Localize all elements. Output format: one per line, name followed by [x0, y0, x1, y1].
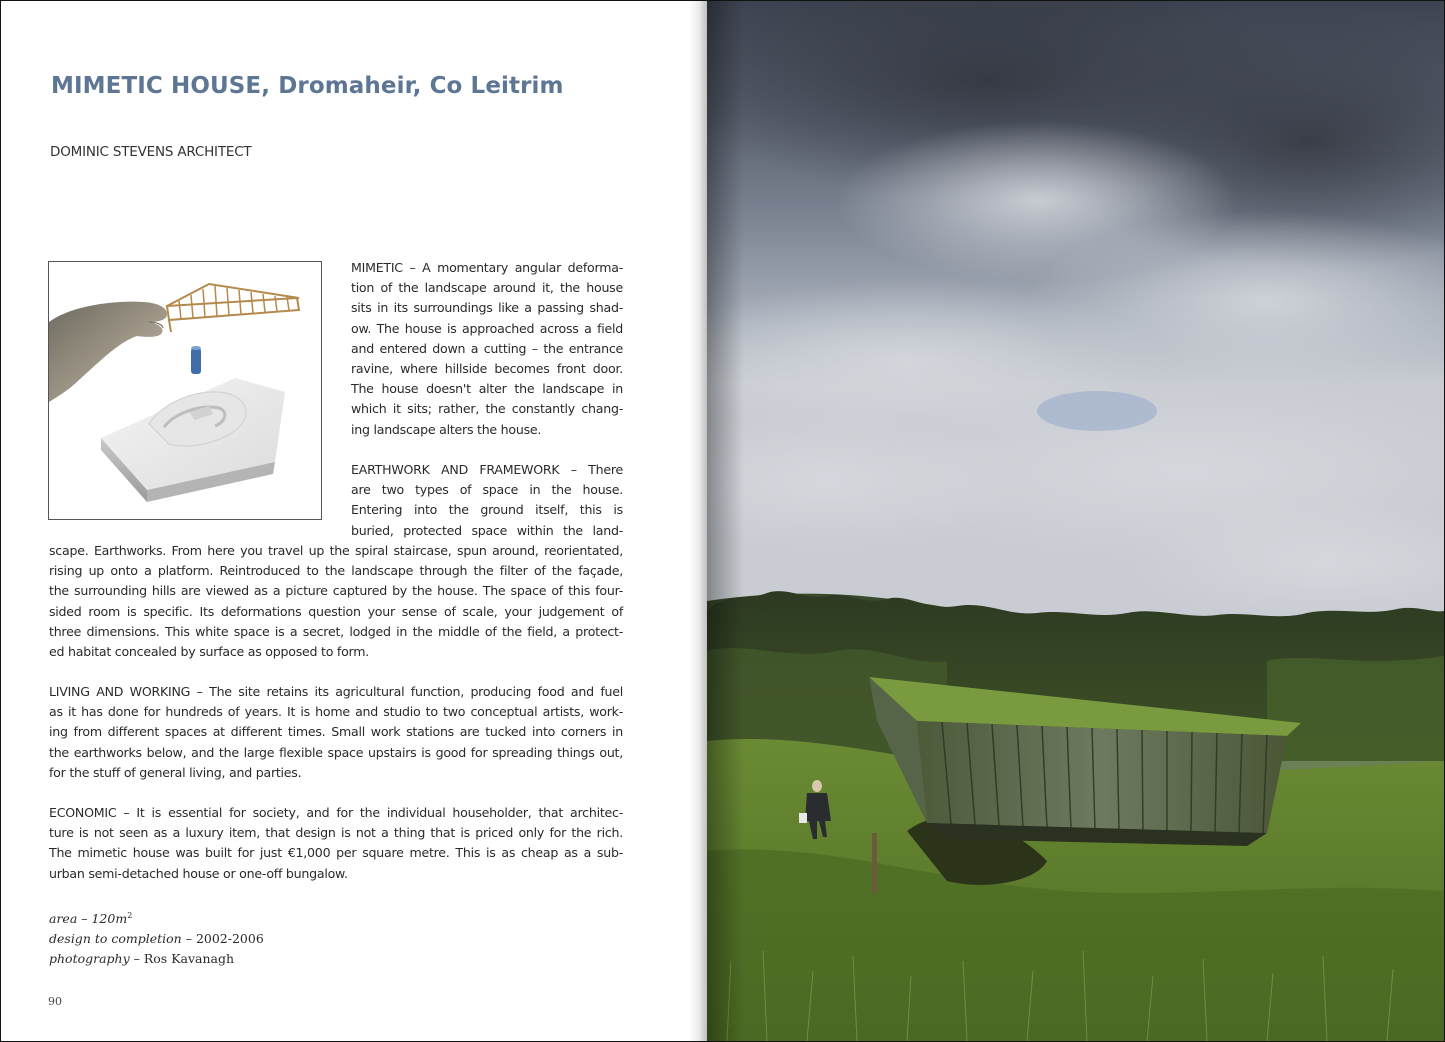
- credit-design: design to completion – 2002-2006: [49, 931, 264, 947]
- text-line: scape. Earthworks. From here you travel up the spiral staircase, spun around, reorientated,: [49, 543, 623, 558]
- text-line: ture is not seen as a luxury item, that design is not a thing that is priced only for the rich.: [49, 825, 623, 841]
- text-line: which it sits; rather, the constantly chang-: [351, 401, 623, 417]
- text-line: LIVING AND WORKING – The site retains its agricultural function, producing food and fuel: [49, 684, 623, 699]
- book-gutter: [689, 1, 707, 1041]
- left-page: [1, 1, 701, 1041]
- section-mimetic: [351, 258, 623, 440]
- text-line: and entered down a cutting – the entrance: [351, 340, 623, 356]
- text-line: ECONOMIC – It is essential for society, and for the individual householder, that architec-: [49, 805, 623, 820]
- architect-credit: DOMINIC STEVENS ARCHITECT: [50, 144, 252, 160]
- section-earthwork-wide: [49, 541, 623, 662]
- text-line: sits in its surroundings like a passing shad-: [351, 300, 623, 316]
- text-line: MIMETIC – A momentary angular deforma-: [351, 260, 623, 275]
- text-line: sided room is specific. Its deformations question your sense of scale, your judgement of: [49, 603, 623, 619]
- architectural-model-photo-icon: [49, 262, 321, 519]
- text-line: buried, protected space within the land-: [351, 522, 623, 538]
- text-line: Entering into the ground itself, this is: [351, 502, 623, 518]
- text-line: The mimetic house was built for just €1,000 per square metre. This is as cheap as a sub-: [49, 845, 623, 861]
- text-line: rising up onto a platform. Reintroduced to the landscape through the filter of the façade,: [49, 563, 623, 579]
- project-credits: [49, 906, 264, 969]
- text-line: are two types of space in the house.: [351, 482, 623, 498]
- text-line: The house doesn't alter the landscape in: [351, 381, 623, 397]
- credit-area: area – $120m^2$: [49, 911, 133, 927]
- text-line: for the stuff of general living, and parties.: [49, 764, 302, 780]
- model-photo-figure: [48, 261, 322, 520]
- text-line: ed habitat concealed by surface as opposed to form.: [49, 644, 370, 660]
- text-line: the earthworks below, and the large flexible space upstairs is good for spreading things out,: [49, 744, 623, 760]
- text-line: EARTHWORK AND FRAMEWORK – There: [351, 462, 623, 477]
- section-living: [49, 682, 623, 783]
- text-line: ravine, where hillside becomes front door.: [351, 361, 623, 377]
- section-economic: [49, 803, 623, 884]
- text-line: as it has done for hundreds of years. It is home and studio to two conceptual artists, work-: [49, 704, 623, 720]
- house-landscape-photo: [707, 1, 1444, 1041]
- text-line: ing from different spaces at different times. Small work stations are tucked into corners in: [49, 724, 623, 740]
- text-line: ow. The house is approached across a field: [351, 320, 623, 336]
- section-earthwork-narrow: [351, 460, 623, 541]
- text-line: the surrounding hills are viewed as a picture captured by the house. The space of this four-: [49, 583, 623, 599]
- landscape-photo-icon: [707, 1, 1444, 1041]
- title-place: Dromaheir, Co Leitrim: [278, 73, 564, 99]
- title-main: MIMETIC HOUSE,: [51, 73, 271, 99]
- text-line: ing landscape alters the house.: [351, 421, 542, 437]
- page-title: [51, 73, 564, 99]
- credit-photography: photography – Ros Kavanagh: [49, 951, 235, 967]
- text-line: three dimensions. This white space is a secret, lodged in the middle of the field, a protect-: [49, 623, 623, 639]
- text-line: urban semi-detached house or one-off bungalow.: [49, 865, 348, 881]
- page-number: 90: [48, 995, 62, 1008]
- text-line: tion of the landscape around it, the house: [351, 280, 623, 296]
